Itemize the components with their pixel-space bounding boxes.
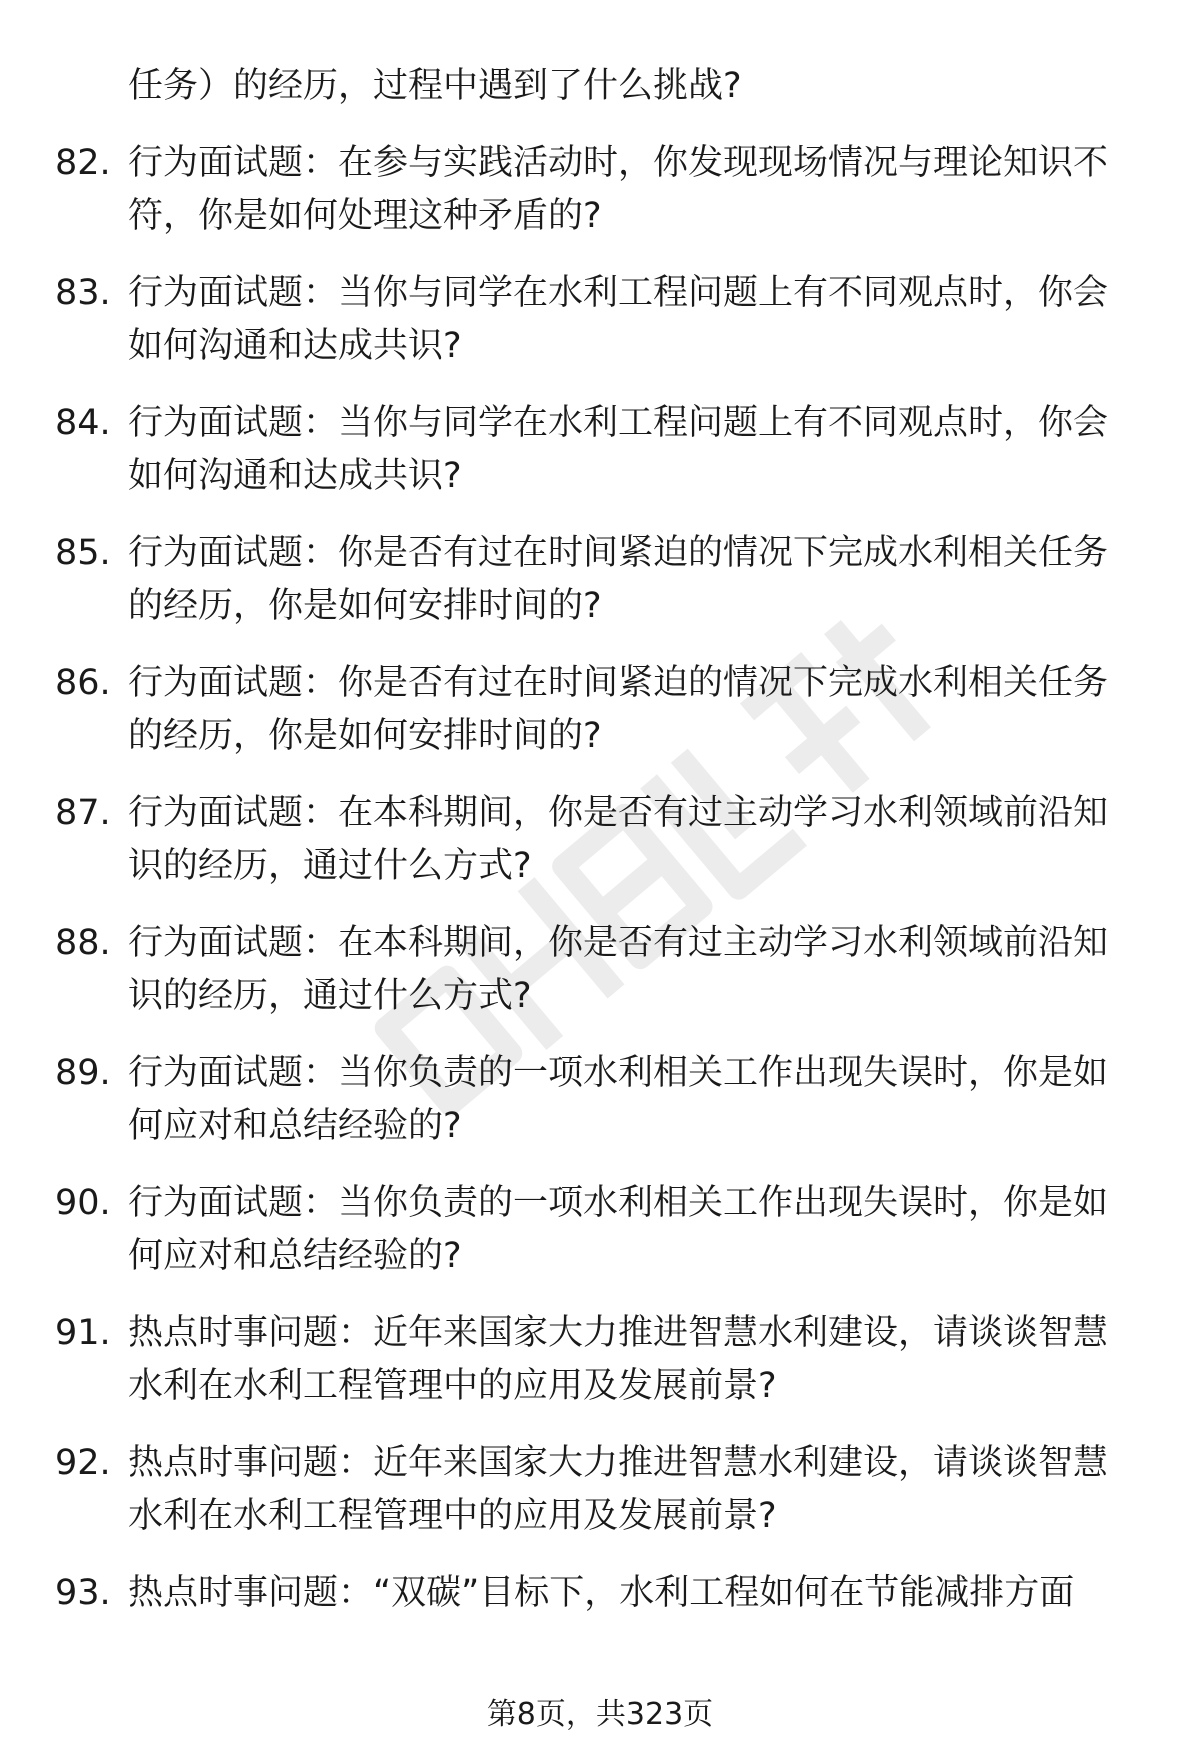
item-text: 行为面试题：在本科期间，你是否有过主动学习水利领域前沿知识的经历，通过什么方式? <box>128 923 1109 1016</box>
question-list <box>0 60 1200 1644</box>
list-item <box>0 137 1200 243</box>
list-item <box>0 60 1200 113</box>
item-number: 91. <box>55 1313 111 1353</box>
item-text: 热点时事问题：近年来国家大力推进智慧水利建设，请谈谈智慧水利在水利工程管理中的应用及发展前景? <box>128 1313 1109 1406</box>
item-number: 92. <box>55 1443 111 1483</box>
list-item <box>0 1437 1200 1543</box>
list-item <box>0 1047 1200 1153</box>
list-item <box>0 397 1200 503</box>
item-number: 89. <box>55 1053 111 1093</box>
list-item <box>0 787 1200 893</box>
list-item <box>0 1177 1200 1283</box>
item-number: 93. <box>55 1573 111 1613</box>
item-text: 行为面试题：在本科期间，你是否有过主动学习水利领域前沿知识的经历，通过什么方式? <box>128 793 1109 886</box>
item-text: 热点时事问题：“双碳”目标下，水利工程如何在节能减排方面 <box>128 1573 1075 1613</box>
item-text: 行为面试题：当你与同学在水利工程问题上有不同观点时，你会如何沟通和达成共识? <box>128 273 1109 366</box>
item-number: 87. <box>55 793 111 833</box>
item-text: 行为面试题：当你与同学在水利工程问题上有不同观点时，你会如何沟通和达成共识? <box>128 403 1109 496</box>
item-text: 行为面试题：当你负责的一项水利相关工作出现失误时，你是如何应对和总结经验的? <box>128 1183 1109 1276</box>
list-item <box>0 267 1200 373</box>
item-number: 86. <box>55 663 111 703</box>
item-number: 83. <box>55 273 111 313</box>
item-text: 行为面试题：你是否有过在时间紧迫的情况下完成水利相关任务的经历，你是如何安排时间的? <box>128 663 1109 756</box>
item-number: 90. <box>55 1183 111 1223</box>
item-text: 行为面试题：当你负责的一项水利相关工作出现失误时，你是如何应对和总结经验的? <box>128 1053 1109 1146</box>
list-item <box>0 1567 1200 1620</box>
item-text: 行为面试题：在参与实践活动时，你发现现场情况与理论知识不符，你是如何处理这种矛盾的? <box>128 143 1109 236</box>
list-item <box>0 657 1200 763</box>
item-text: 热点时事问题：近年来国家大力推进智慧水利建设，请谈谈智慧水利在水利工程管理中的应用及发展前景? <box>128 1443 1109 1536</box>
item-number: 82. <box>55 143 111 183</box>
continuation-text: 任务）的经历，过程中遇到了什么挑战? <box>128 66 742 106</box>
page-footer: 第8页，共323页 <box>486 1697 714 1732</box>
list-item <box>0 1307 1200 1413</box>
item-text: 行为面试题：你是否有过在时间紧迫的情况下完成水利相关任务的经历，你是如何安排时间的? <box>128 533 1109 626</box>
item-number: 84. <box>55 403 111 443</box>
list-item <box>0 527 1200 633</box>
item-number: 85. <box>55 533 111 573</box>
list-item <box>0 917 1200 1023</box>
item-number: 88. <box>55 923 111 963</box>
